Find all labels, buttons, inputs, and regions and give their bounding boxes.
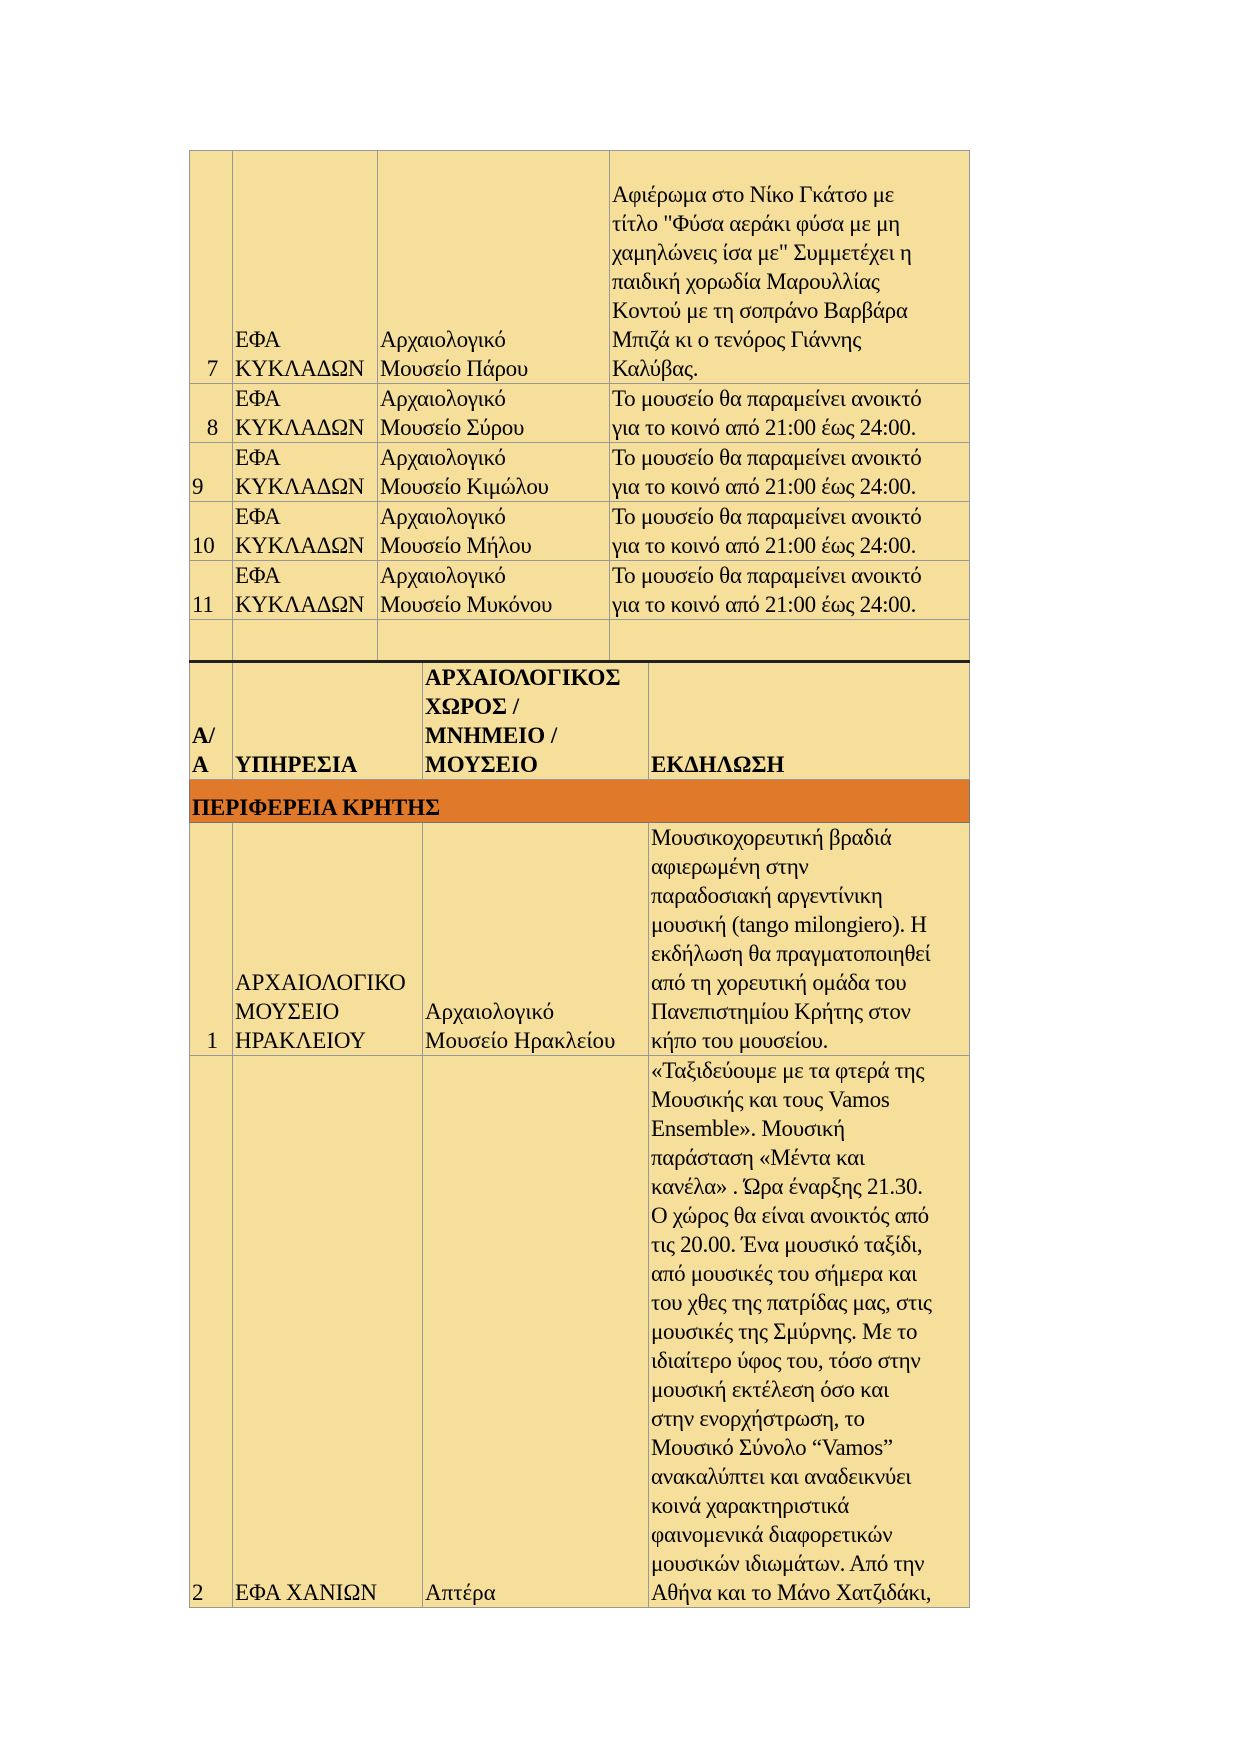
row-number: 7	[190, 151, 233, 384]
table-row	[190, 502, 970, 561]
crete-events-table	[189, 660, 970, 1608]
row-number: 9	[190, 443, 233, 502]
event-cell: Το μουσείο θα παραμείνει ανοικτό για το κοινό από 21:00 έως 24:00.	[610, 443, 970, 502]
empty-cell	[233, 620, 378, 662]
service-cell: ΑΡΧΑΙΟΛΟΓΙΚΟ ΜΟΥΣΕΙΟ ΗΡΑΚΛΕΙΟΥ	[233, 823, 423, 1056]
service-cell: ΕΦΑ ΚΥΚΛΑΔΩΝ	[233, 502, 378, 561]
table-row	[190, 823, 970, 1056]
row-number: 8	[190, 384, 233, 443]
empty-row	[190, 620, 970, 662]
header-num: Α/Α	[190, 662, 233, 780]
table-row	[190, 561, 970, 620]
site-cell: Απτέρα	[423, 1056, 649, 1608]
site-cell: Αρχαιολογικό Μουσείο Σύρου	[378, 384, 610, 443]
table-row	[190, 1056, 970, 1608]
site-cell: Αρχαιολογικό Μουσείο Μυκόνου	[378, 561, 610, 620]
service-cell: ΕΦΑ ΧΑΝΙΩΝ	[233, 1056, 423, 1608]
empty-cell	[610, 620, 970, 662]
site-cell: Αρχαιολογικό Μουσείο Πάρου	[378, 151, 610, 384]
site-cell: Αρχαιολογικό Μουσείο Κιμώλου	[378, 443, 610, 502]
site-cell: Αρχαιολογικό Μουσείο Ηρακλείου	[423, 823, 649, 1056]
region-title: ΠΕΡΙΦΕΡΕΙΑ ΚΡΗΤΗΣ	[190, 780, 970, 823]
event-cell: Το μουσείο θα παραμείνει ανοικτό για το κοινό από 21:00 έως 24:00.	[610, 561, 970, 620]
event-cell: Αφιέρωμα στο Νίκο Γκάτσο με τίτλο "Φύσα αεράκι φύσα με μη χαμηλώνεις ίσα με" Συμμετέχει η παιδική χορωδία Μαρουλλίας Κοντού με τη σοπράνο Βαρβάρα Μπιζά κι ο τενόρος Γιάννης Καλύβας.	[610, 151, 970, 384]
cyclades-events-table	[189, 150, 970, 662]
header-service: ΥΠΗΡΕΣΙΑ	[233, 662, 423, 780]
service-cell: ΕΦΑ ΚΥΚΛΑΔΩΝ	[233, 443, 378, 502]
service-cell: ΕΦΑ ΚΥΚΛΑΔΩΝ	[233, 561, 378, 620]
event-cell: Μουσικοχορευτική βραδιά αφιερωμένη στην παραδοσιακή αργεντίνικη μουσική (tango milongiero). Η εκδήλωση θα πραγματοποιηθεί από τη χορευτική ομάδα του Πανεπιστημίου Κρήτης στον κήπο του μουσείου.	[649, 823, 970, 1056]
row-number: 1	[190, 823, 233, 1056]
table-row	[190, 384, 970, 443]
row-number: 11	[190, 561, 233, 620]
table-row	[190, 151, 970, 384]
table-row	[190, 443, 970, 502]
event-cell: Το μουσείο θα παραμείνει ανοικτό για το κοινό από 21:00 έως 24:00.	[610, 384, 970, 443]
header-event: ΕΚΔΗΛΩΣΗ	[649, 662, 970, 780]
service-cell: ΕΦΑ ΚΥΚΛΑΔΩΝ	[233, 151, 378, 384]
header-site: ΑΡΧΑΙΟΛΟΓΙΚΟΣ ΧΩΡΟΣ / ΜΝΗΜΕΙΟ / ΜΟΥΣΕΙΟ	[423, 662, 649, 780]
region-row	[190, 780, 970, 823]
site-cell: Αρχαιολογικό Μουσείο Μήλου	[378, 502, 610, 561]
event-cell: «Ταξιδεύουμε με τα φτερά της Μουσικής και τους Vamos Ensemble». Μουσική παράσταση «Μέντα και κανέλα» . Ώρα έναρξης 21.30. Ο χώρος θα είναι ανοικτός από τις 20.00. Ένα μουσικό ταξίδι, από μουσικές του σήμερα και του χθες της πατρίδας μας, στις μουσικές της Σμύρνης. Με το ιδιαίτερο ύφος του, τόσο στην μουσική εκτέλεση όσο και στην ενορχήστρωση, το Μουσικό Σύνολο “Vamos” ανακαλύπτει και αναδεικνύει κοινά χαρακτηριστικά φαινομενικά διαφορετικών μουσικών ιδιωμάτων. Από την Αθήνα και το Μάνο Χατζιδάκι,	[649, 1056, 970, 1608]
row-number: 2	[190, 1056, 233, 1608]
table-header-row	[190, 662, 970, 780]
empty-cell	[190, 620, 233, 662]
row-number: 10	[190, 502, 233, 561]
event-cell: Το μουσείο θα παραμείνει ανοικτό για το κοινό από 21:00 έως 24:00.	[610, 502, 970, 561]
empty-cell	[378, 620, 610, 662]
service-cell: ΕΦΑ ΚΥΚΛΑΔΩΝ	[233, 384, 378, 443]
